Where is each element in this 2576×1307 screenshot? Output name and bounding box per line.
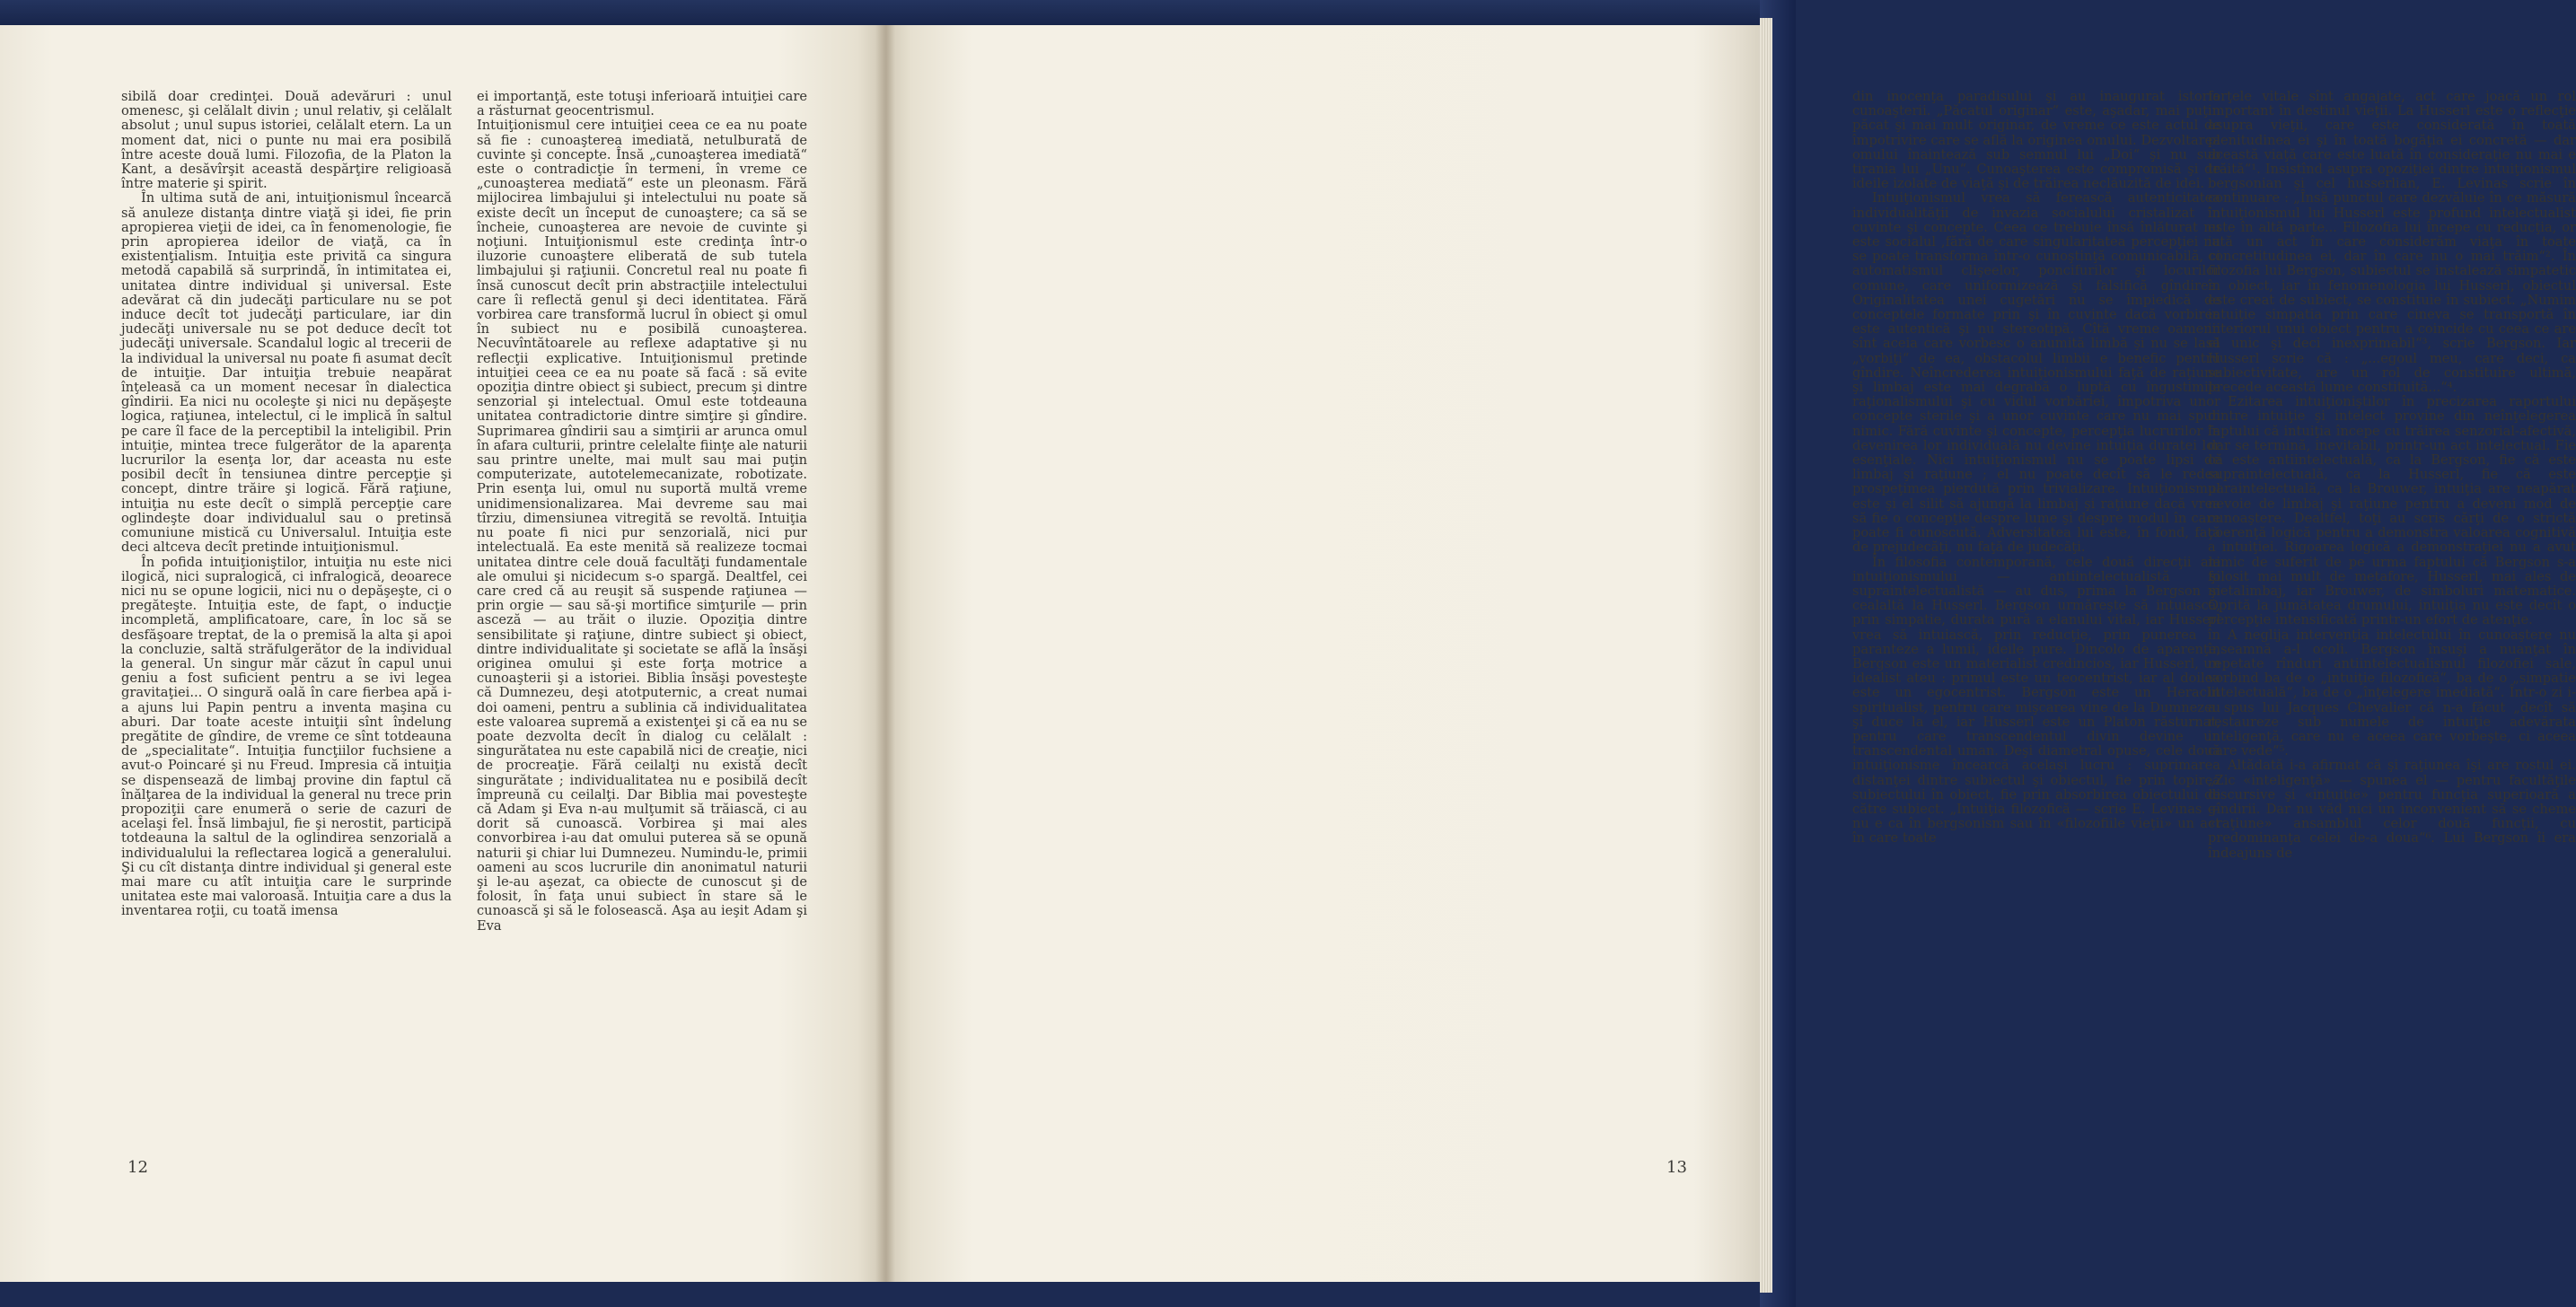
- paragraph: ei importanţă, este totuşi inferioară intuiţiei care a răsturnat geocentrismul.: [477, 89, 807, 119]
- left-page-column-2: [477, 90, 807, 934]
- paragraph: În pofida intuiţioniştilor, intuiţia nu este nici ilogică, nici supralogică, ci infralogică, deoarece nici nu se opune logicii, nici nu o depăşeşte, ci o pregăteşte. Intuiţia este, de fapt, o inducţie incompletă, amplificatoare, care, în loc să se desfăşoare treptat, de la o premisă la alta şi apoi la concluzie, saltă străfulgerător de la individual la general. Un singur măr căzut în capul unui geniu a fost suficient pentru a se ivi legea gravitaţiei... O singură oală în care fierbea apă i-a ajuns lui Papin pentru a inventa maşina cu aburi. Dar toate aceste intuiţii sînt îndelung pregătite de gîndire, de vreme ce sînt totdeauna de „specialitate“. Intuiţia funcţiilor fuchsiene a avut-o Poincaré şi nu Freud. Impresia că intuiţia se dispensează de limbaj provine din faptul că înălţarea de la individual la general nu trece prin propoziţii care enumeră o serie de cazuri de acelaşi fel. Însă limbajul, fie şi nerostit, participă totdeauna la saltul de la oglindirea senzorială a individualului la reflectarea logică a generalului. Şi cu cît distanţa dintre individual şi general este mai mare cu atît intuiţia care le surprinde unitatea este mai valoroasă. Intuiţia care a dus la inventarea roţii, cu toată imensa: [121, 554, 452, 919]
- page-edges: [1760, 18, 1772, 1293]
- paragraph: A neglija intervenţia intelectului în cunoaştere nu înseamnă a-l ocoli. Bergson însuşi a nuanţat în repetate rînduri antiintelectualismul filozofiei sale, vorbind ba de o „intuiţie filozofică“, ba de o „simpatie intelectuală“, ba de o „înţelegere imediată“. Într-o zi i-a spus lui Jacques Chevalier că n-a făcut „decît să restaureze sub numele de intuiţie adevărata inteligenţă, care nu e aceea care vorbeşte, ci aceea care vede“⁵.: [2208, 627, 2576, 759]
- paragraph: În ultima sută de ani, intuiţionismul încearcă să anuleze distanţa dintre viaţă şi idei, fie prin apropierea vieţii de idei, ca în fenomenologie, fie prin apropierea ideilor de viaţă, ca în existenţialism. Intuiţia este privită ca singura metodă capabilă să surprindă, în intimitatea ei, unitatea dintre individual şi universal. Este adevărat că din judecăţi particulare nu se pot induce decît tot judecăţi particulare, iar din judecăţi universale nu se pot deduce decît tot judecăţi universale. Scandalul logic al trecerii de la individual la universal nu poate fi asumat decît de intuiţie. Dar intuiţia trebuie neapărat înţeleasă ca un moment necesar în dialectica gîndirii. Ea nici nu ocoleşte şi nici nu depăşeşte logica, raţiunea, intelectul, ci le implică în saltul pe care îl face de la perceptibil la inteligibil. Prin intuiţie, mintea trece fulgerător de la aparenţa lucrurilor la esenţa lor, dar aceasta nu este posibil decît în tensiunea dintre percepţie şi concept, dintre trăire şi logică. Fără raţiune, intuiţia nu este decît o simplă percepţie care oglindeşte doar individualul sau o pretinsă comuniune mistică cu Universalul. Intuiţia este deci altceva decît pretinde intuiţionismul.: [121, 190, 452, 556]
- right-page: [884, 25, 2576, 1282]
- paragraph: Intuiţionismul vrea să ferească autenticitatea individualităţii de invazia socialului cristalizat în cuvinte şi concepte. Ceea ce trebuie însă înlăturat nu este socialul ,fără de care singularitatea percepţiei nu se poate transforma într-o cunoştinţă comunicabilă, ci automatismul clişeelor, poncifurilor şi locurilor comune, care uniformizează şi falsifică gîndirea. Originalitatea unei cugetări nu se împiedică de conceptele formate prin şi în cuvinte dacă vorbirea este autentică şi nu stereotipă. Cîtă vreme oamenii sînt aceia care vorbesc o anumită limbă şi nu se lasă „vorbiţi“ de ea, obstacolul limbii e benefic pentru gîndire. Neîncrederea intuiţionismului faţă de raţiune şi limbaj este mai degrabă o luptă cu îngustimile raţionalismului şi cu vidul vorbăriei, împotriva unor concepte sterile şi a unor cuvinte care nu mai spun nimic. Fără cuvinte şi concepte, percepţia lucrurilor în devenirea lor individuală nu devine intuiţia duratei lor esenţiale. Nici intuiţionismul nu se poate lipsi de limbaj şi raţiune ; el nu poate decît să le redea prospeţimea pierdută prin trivializare. Intuiţionismul este şi el silit să ajungă la limbaj şi raţiune dacă vrea să fie o concepţie despre lume şi despre modul în care poate fi cunoscută. Adversitatea lui este, în fond, faţă de prejudecăţi, nu faţă de judecăţi.: [1852, 190, 2220, 556]
- paragraph: sibilă doar credinţei. Două adevăruri : unul omenesc, şi celălalt divin ; unul relativ, şi celălalt absolut ; unul supus istoriei, celălalt etern. La un moment dat, nici o punte nu mai era posibilă între aceste două lumi. Filozofia, de la Platon la Kant, a desăvîrşit această despărţire religioasă între materie şi spirit.: [121, 89, 452, 192]
- paragraph: din inocenţa paradisului şi au inaugurat istoria cunoaşterii. „Păcatul originar“ este, aşadar, mai puţin păcat şi mai mult originar, de vreme ce este actul de împotrivire care se află la originea omului. Dezvoltarea omului înaintează sub semnul lui „Doi“ şi nu sub tirania lui „Unu“. Cunoaşterea este compromisă şi de ideile izolate de viaţă şi de trăirea neclăuzită de idei.: [1852, 89, 2220, 192]
- right-page-column-2: [2208, 90, 2576, 861]
- paragraph: În filosofia contemporană, cele două direcţii ale intuiţionismului — antiintelectualistă şi supraintelectualistă — au dus, prima la Bergson şi cealaltă la Husserl. Bergson urmăreşte să intuiască, prin simpatie, durata pură a elanului vital, iar Husserl vrea să intuiască, prin reducţie, prin punerea în paranteze a lumii, ideile pure. Dincolo de aparenţe, Bergson este un materialist credincios, iar Husserl, un idealist ateu : primul este un teocentrist, iar al doilea este un egocentrist. Bergson este un Heraclit spiritualist, pentru care mişcarea vine de la Dumnezeu şi duce la el, iar Husserl este un Platon răsturnat, pentru care transcendentul divin devine un transcendental uman. Deşi diametral opuse, cele două intuiţionisme încearcă acelaşi lucru : suprimarea distanţei dintre subiectul şi obiectul, fie prin topirea subiectului în obiect, fie prin absorbirea obiectului de către subiect. „Intuiţia filozofică — scrie E. Levinas — nu e ca în bergsonism sau în «filozofiile vieţii» un act în care toate: [1852, 554, 2220, 846]
- right-page-column-1: [1852, 90, 2220, 846]
- book-gutter: [875, 25, 895, 1282]
- page-number-right: 13: [1666, 1158, 1687, 1177]
- paragraph: Ezitarea intuiţioniştilor în precizarea raportului dintre intuiţie şi intelect provine din neînţelegerea faptului că intuiţia începe cu trăirea senzorial-afectivă, dar se termină, inevitabil, printr-un act intelectual. Fie că este antiintelectuală, ca la Bergson, fie că este supraintelectuală, ca la Husserl, fie că este paraintelectuală, ca la Brouwer, intuiţia are neapărat nevoie de limbaj şi raţiune pentru a deveni mod de cunoaştere. Dealtfel, toţi au scris cărţi de o strictă coerenţă logică pentru a demonstra valoarea cognitivă a intuiţiei. Rigoarea logică a demonstraţiei nu a avut nimic de suferit de pe urma faptului că Bergson s-a folosit mai mult de metafore, Husserl, mai ales de metalimbaj, iar Brouwer, de simboluri matematice. Oprită la jumătatea drumului, intuiţia nu este decît o percepţie intensificată printr-un efort de atenţie.: [2208, 394, 2576, 628]
- paragraph: Intuiţionismul cere intuiţiei ceea ce ea nu poate să fie : cunoaşterea imediată, netulburată de cuvinte şi concepte. Însă „cunoaşterea imediată“ este o contradicţie în termeni, în vreme ce „cunoaşterea mediată“ este un pleonasm. Fără mijlocirea limbajului şi intelectului nu poate să existe decît un început de cunoaştere; ca să se încheie, cunoaşterea are nevoie de cuvinte şi noţiuni. Intuiţionismul este credinţa într-o iluzorie cunoaştere eliberată de sub tutela limbajului şi raţiunii. Concretul real nu poate fi însă cunoscut decît prin abstracţiile intelectului care îi reflectă genul şi deci identitatea. Fără vorbirea care transformă lucrul în obiect şi omul în subiect nu e posibilă cunoaşterea. Necuvîntătoarele au reflexe adaptative şi nu reflecţii explicative. Intuiţionismul pretinde intuiţiei ceea ce ea nu poate să facă : să evite opoziţia dintre obiect şi subiect, precum şi dintre senzorial şi intelectual. Omul este totdeauna unitatea contradictorie dintre simţire şi gîndire. Suprimarea gîndirii sau a simţirii ar arunca omul în afara culturii, printre celelalte fiinţe ale naturii sau printre unelte, mai mult sau mai puţin computerizate, autotelemecanizate, robotizate. Prin esenţa lui, omul nu suportă multă vreme unidimensionalizarea. Mai devreme sau mai tîrziu, dimensiunea vitregită se revoltă. Intuiţia nu poate fi nici pur senzorială, nici pur intelectuală. Ea este menită să realizeze tocmai unitatea dintre cele două facultăţi fundamentale ale omului şi nicidecum s-o spargă. Dealtfel, cei care cred că au reuşit să suspende raţiunea — prin orgie — sau să-şi mortifice simţurile — prin asceză — au trăit o iluzie. Opoziţia dintre sensibilitate şi raţiune, dintre subiect şi obiect, dintre individualitate şi societate se află la însăşi originea omului şi este forţa motrice a cunoaşterii şi a istoriei. Biblia însăşi povesteşte că Dumnezeu, deşi atotputernic, a creat numai doi oameni, pentru a sublinia că individualitatea este valoarea supremă a existenţei şi că ea nu se poate dezvolta decît în dialog cu celălalt : singurătatea nu este capabilă nici de creaţie, nici de procreaţie. Fără ceilalţi nu există decît singurătate ; individualitatea nu e posibilă decît împreună cu ceilalţi. Dar Biblia mai povesteşte că Adam şi Eva n-au mulţumit să trăiască, ci au dorit să cunoască. Vorbirea şi mai ales convorbirea i-au dat omului puterea să se opună naturii şi chiar lui Dumnezeu. Numindu-le, primii oameni au scos lucrurile din anonimatul naturii şi le-au aşezat, ca obiecte de cunoscut şi de folosit, în faţa unui subiect în stare să le cunoască şi să le folosească. Aşa au ieşit Adam şi Eva: [477, 118, 807, 934]
- left-page: [0, 25, 884, 1282]
- paragraph: forţele vitale sînt angajate, act care joacă un rol important în destinul vieţii. La Husserl este o reflecţie asupra vieţii, care este considerată în toată plenitudinea ei şi în toată bogăţia ei concretă — dar această viaţă care este luată în consideraţie nu mai e trăită“¹. Insistînd asupra opoziţiei dintre intuiţionismul bergsonian şi cel husserlian, E. Levinas scrie în continuare : „Însă punctul care dezvăluie în ce măsură intuiţionismul lui Husserl este profund intelectualist este în altă parte... Filozofia lui începe cu reducţia, or iată un act în care considerăm viaţa în toate concretitudinea ei, dar în care nu o mai trăim“². În filozofia lui Bergson, subiectul se instalează simpatetic în obiect, iar în fenomenologia lui Husserl, obiectul este creat de subiect, se constituie în subiect. „Numim intuiţie simpatia prin care cineva se transportă în interiorul unui obiect pentru a coincide cu ceea ce are el unic şi deci inexprimabil“³, scrie Bergson. Iar Husserl scrie că : „...egoul meu, care deci, ca subiectivitate, are un rol de constituire ultimă, precede această lume constituită...“⁴.: [2208, 89, 2576, 396]
- page-number-left: 12: [127, 1158, 148, 1177]
- paragraph: Altădată i-a afirmat că şi raţiunea îşi are rostul ei. „Zic «inteligenţă» — spunea el — pentru facultăţile discursive şi «intuiţie» pentru funcţia superioară a gîndirii. Dar nu văd nici un inconvenient să se cheme «raţiune» ansamblul celor două funcţii, cu predominanţa celei de-a doua“⁶. Lui Bergson îi era îndeajuns de: [2208, 758, 2576, 861]
- left-page-column-1: [121, 90, 452, 919]
